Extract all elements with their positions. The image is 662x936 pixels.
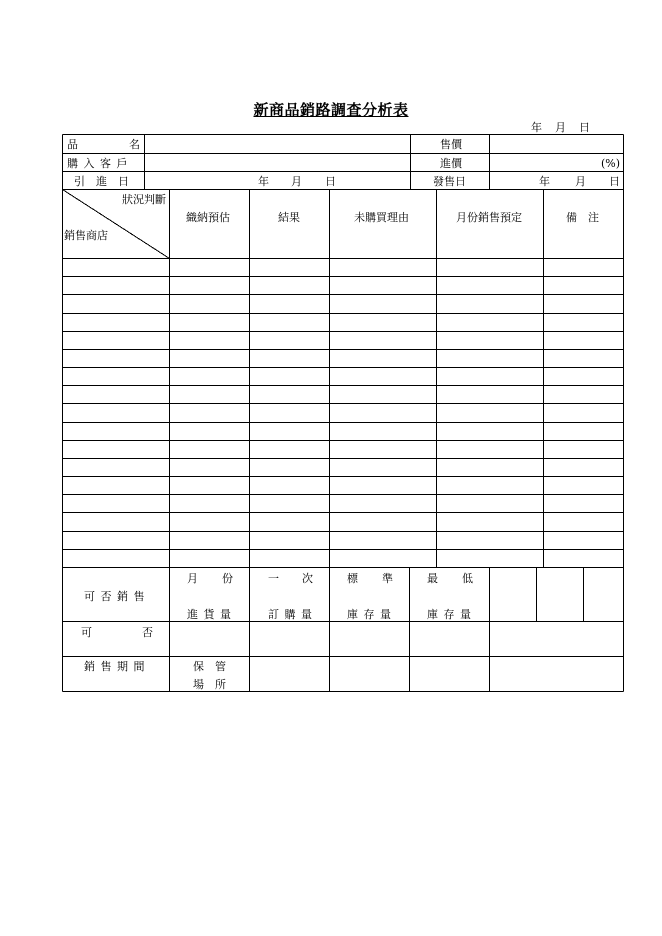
col-header-estimate: 織納預估 — [186, 211, 230, 224]
one-time-top-2: 次 — [302, 572, 313, 585]
header-day-label: 日 — [579, 121, 590, 134]
product-name-label-1: 品 — [67, 138, 78, 151]
standard-top-2: 準 — [382, 572, 393, 585]
standard-top-1: 標 — [347, 572, 358, 585]
one-time-bottom: 訂 購 量 — [268, 608, 313, 621]
diagonal-top-label: 狀況判斷 — [122, 193, 166, 206]
minimum-bottom: 庫 存 量 — [427, 608, 472, 621]
monthly-top-2: 份 — [222, 572, 233, 585]
header-month-label: 月 — [555, 121, 566, 134]
col-header-monthly-plan: 月份銷售預定 — [456, 211, 522, 224]
monthly-top-1: 月 — [187, 572, 198, 585]
sale-price-label: 售價 — [440, 138, 462, 151]
yes-label: 可 — [81, 626, 92, 639]
storage-top: 保 管 — [193, 660, 226, 673]
header-year-label: 年 — [531, 121, 542, 134]
product-name-label-2: 名 — [129, 138, 140, 151]
minimum-top-1: 最 — [427, 572, 438, 585]
col-header-remarks: 備 注 — [566, 211, 599, 224]
one-time-top-1: 一 — [268, 572, 279, 585]
col-header-reason: 未購買理由 — [354, 211, 409, 224]
standard-bottom: 庫 存 量 — [347, 608, 392, 621]
intro-date-day: 日 — [325, 175, 336, 188]
release-date-month: 月 — [575, 175, 586, 188]
form-title: 新商品銷路調査分析表 — [253, 101, 409, 119]
storage-bottom: 場 所 — [193, 678, 226, 691]
sales-period-label: 銷 售 期 間 — [84, 660, 146, 673]
intro-date-month: 月 — [291, 175, 302, 188]
monthly-bottom: 進 貨 量 — [187, 608, 232, 621]
no-label: 否 — [142, 626, 153, 639]
intro-date-label: 引 進 日 — [74, 175, 129, 188]
col-header-result: 結果 — [278, 211, 300, 224]
release-date-year: 年 — [539, 175, 550, 188]
purchase-price-label: 進價 — [440, 157, 462, 170]
can-sell-label: 可 否 銷 售 — [84, 590, 146, 603]
release-date-label: 發售日 — [433, 175, 466, 188]
diagonal-bottom-label: 銷售商店 — [64, 229, 108, 242]
percent-label: (%) — [601, 157, 621, 170]
buyer-label: 購 入 客 戶 — [67, 157, 129, 170]
minimum-top-2: 低 — [462, 572, 473, 585]
release-date-day: 日 — [609, 175, 620, 188]
intro-date-year: 年 — [258, 175, 269, 188]
